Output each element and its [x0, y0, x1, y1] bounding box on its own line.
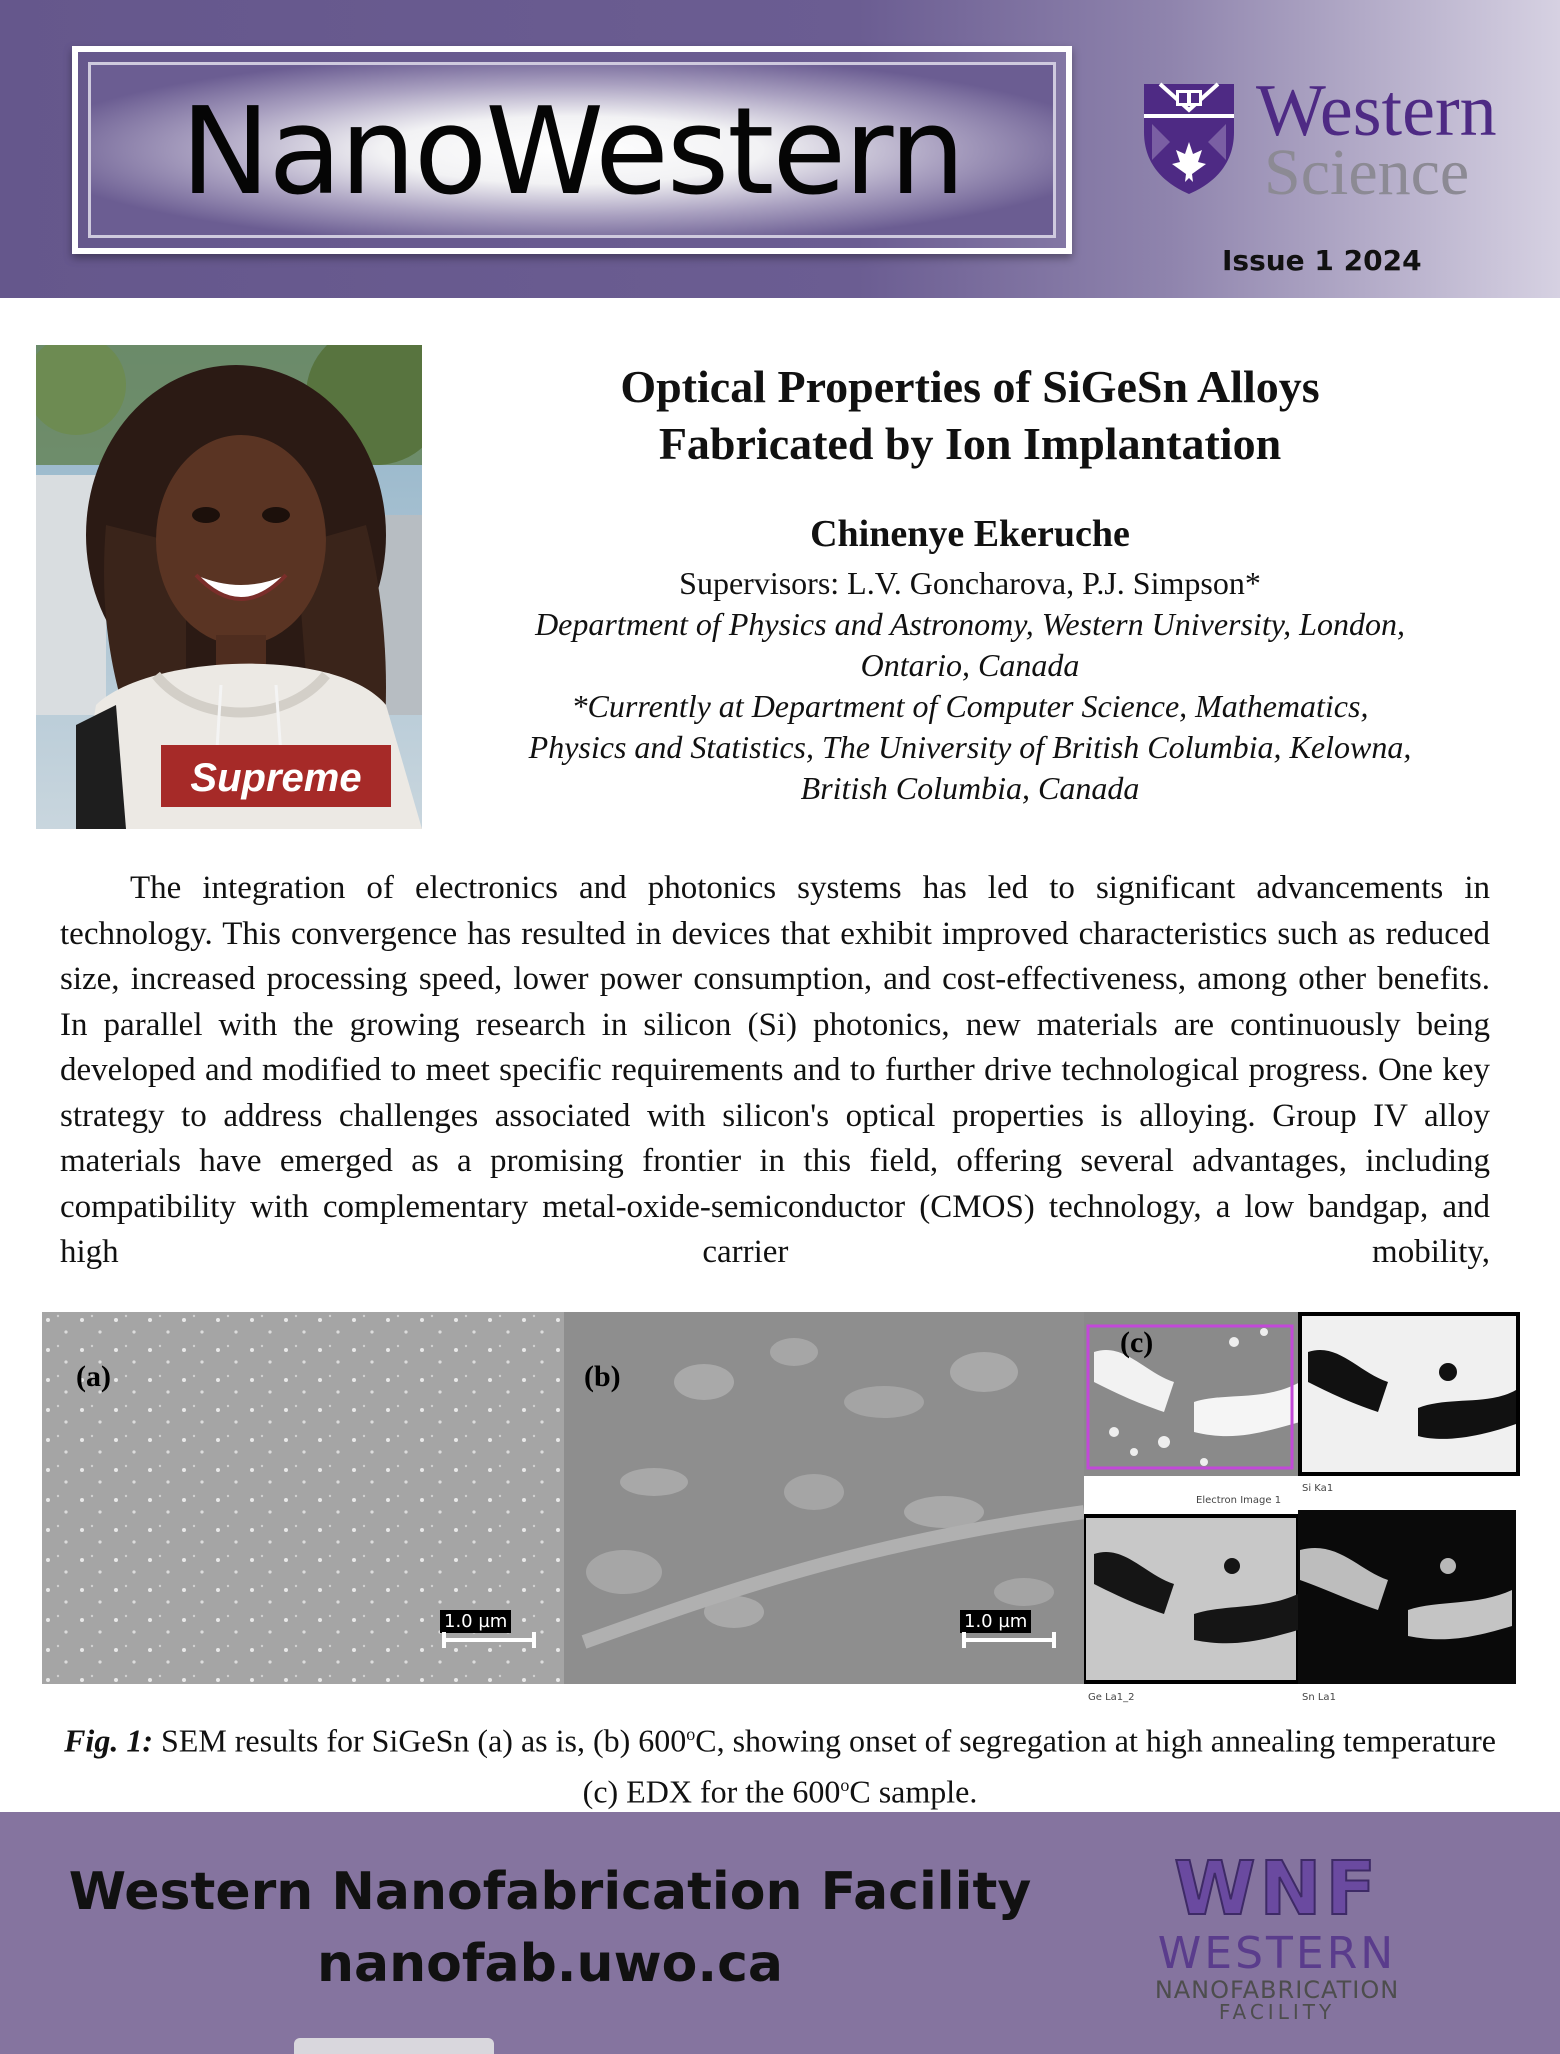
brand-western: Western	[1256, 70, 1497, 152]
edx-electron-image	[1084, 1312, 1300, 1476]
wnf-logo-letters: WNF	[1173, 1846, 1381, 1932]
edx-panel-c	[1084, 1312, 1520, 1703]
article-title-line2: Fabricated by Ion Implantation	[658, 418, 1282, 469]
degree-mark: o	[686, 1724, 696, 1744]
footer-banner	[0, 1812, 1560, 2054]
caption-text: SEM results for SiGeSn (a) as is, (b) 600	[152, 1722, 687, 1759]
article-title	[440, 358, 1500, 472]
caption-text: C sample.	[849, 1773, 978, 1810]
degree-mark: o	[840, 1774, 850, 1795]
article-body: The integration of electronics and photonics systems has led to significant advancements in technology. This convergence has resulted in devices that exhibit improved characteristics such as reduced size, increased processing speed, lower power consumption, and cost-effectiveness, among other benefits. In parallel with the growing research in silicon (Si) photonics, new materials are continuously being developed and modified to meet specific requirements and to further drive technological progress. One key strategy to address challenges associated with silicon's optical properties is alloying. Group IV alloy materials have emerged as a promising frontier in this field, offering several advantages, including compatibility with complementary metal-oxide-semiconductor (CMOS) technology, a low bandgap, and high carrier mobility,	[60, 870, 1490, 1270]
panel-label-a: (a)	[76, 1360, 111, 1393]
article-title-line1: Optical Properties of SiGeSn Alloys	[620, 361, 1320, 412]
author-name: Chinenye Ekeruche	[810, 513, 1130, 555]
scale-bar-b	[962, 1638, 1056, 1642]
edx-ge-map	[1084, 1514, 1298, 1684]
issue-label: Issue 1 2024	[1222, 244, 1422, 277]
panel-label-b: (b)	[584, 1360, 621, 1393]
affiliation-line: Physics and Statistics, The University of British Columbia, Kelowna,	[528, 729, 1412, 765]
edx-caption-electron: Electron Image 1	[1196, 1495, 1282, 1506]
masthead-panel	[88, 62, 1056, 238]
scale-label-a: 1.0 µm	[440, 1610, 511, 1633]
footer-url[interactable]: nanofab.uwo.ca	[317, 1934, 783, 1994]
masthead-title: NanoWestern	[180, 83, 964, 222]
figure-1	[42, 1312, 1520, 1703]
author-photo	[36, 345, 422, 829]
western-crest-icon	[1140, 80, 1238, 198]
shirt-logo-text: Supreme	[190, 756, 362, 800]
edx-caption-sn: Sn La1	[1302, 1692, 1336, 1703]
page-tab-handle[interactable]	[294, 2038, 494, 2054]
affiliation-line: Department of Physics and Astronomy, Western University, London,	[535, 606, 1405, 642]
wnf-logo-facility: FACILITY	[1218, 2000, 1336, 2024]
wnf-logo-western: WESTERN	[1157, 1928, 1397, 1979]
footer-facility-name: Western Nanofabrication Facility	[68, 1862, 1032, 1922]
figure-caption	[60, 1712, 1500, 1813]
scale-bar-a	[442, 1638, 536, 1642]
brand-science: Science	[1264, 136, 1470, 209]
affiliation-line: Ontario, Canada	[860, 647, 1080, 683]
caption-text: C, showing onset of segregation at high annealing temperature (c) EDX for the 600	[582, 1722, 1496, 1810]
scale-label-b: 1.0 µm	[960, 1610, 1031, 1633]
wnf-logo-nanofabrication: NANOFABRICATION	[1154, 1976, 1400, 2004]
affiliation-block	[440, 563, 1500, 809]
edx-caption-si: Si Ka1	[1302, 1483, 1334, 1494]
affiliation-line: *Currently at Department of Computer Science, Mathematics,	[571, 688, 1369, 724]
edx-sn-map	[1298, 1510, 1516, 1684]
edx-si-map	[1298, 1312, 1520, 1476]
edx-caption-ge: Ge La1_2	[1088, 1692, 1135, 1703]
panel-label-c: (c)	[1120, 1326, 1154, 1359]
supervisors: Supervisors: L.V. Goncharova, P.J. Simpson*	[679, 565, 1261, 601]
affiliation-line: British Columbia, Canada	[800, 770, 1140, 806]
masthead-frame	[72, 46, 1072, 254]
caption-label: Fig. 1:	[64, 1722, 153, 1759]
wnf-logo	[1112, 1846, 1442, 2024]
header-banner	[0, 0, 1560, 298]
